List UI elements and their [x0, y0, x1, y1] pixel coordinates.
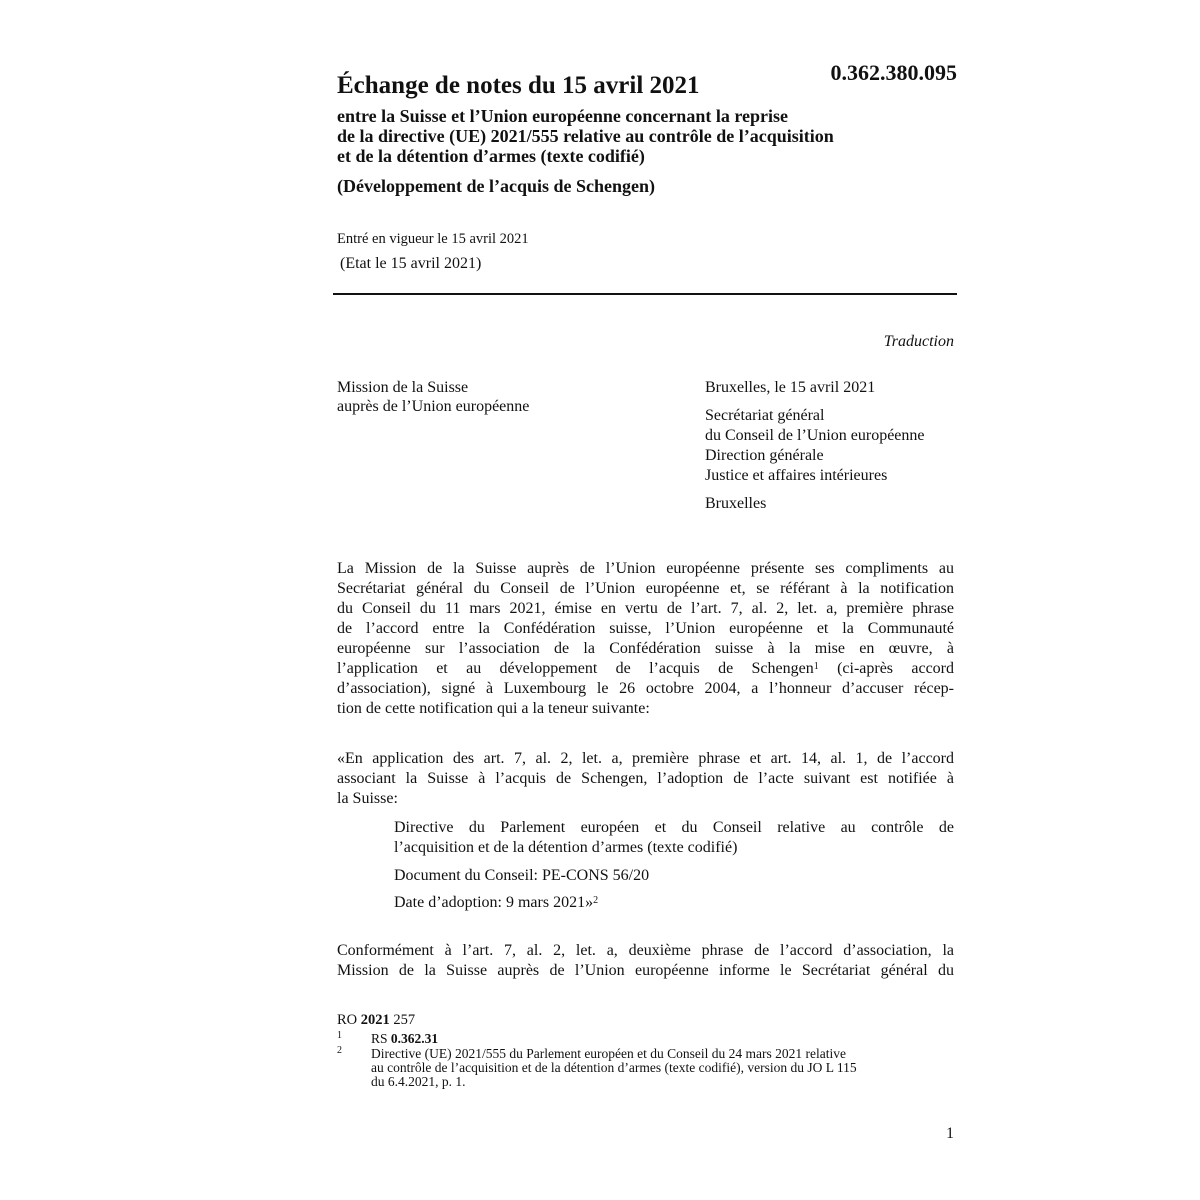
paragraph-line: associant la Suisse à l’acquis de Schengen, l’adoption de l’acte suivant est notifiée à [337, 770, 954, 787]
sender-line: auprès de l’Union européenne [337, 398, 530, 415]
footnote-line: au contrôle de l’acquisition et de la détention d’armes (texte codifié), version du JO L 115 [371, 1060, 857, 1075]
footnote-line: du 6.4.2021, p. 1. [371, 1074, 466, 1089]
header-divider [333, 293, 957, 295]
schengen-subtitle: (Développement de l’acquis de Schengen) [337, 176, 655, 196]
paragraph-notification [337, 749, 954, 809]
adoption-text: Date d’adoption: 9 mars 2021» [394, 894, 594, 911]
entry-in-force: Entré en vigueur le 15 avril 2021 [337, 231, 529, 247]
footnote-ref-2: 2 [593, 895, 599, 906]
paragraph-line: «En application des art. 7, al. 2, let. a, première phrase et art. 14, al. 1, de l’accord [337, 750, 954, 767]
line-text: l’application et au développement de l’acquis de Schengen [337, 660, 814, 677]
paragraph-line: de l’accord entre la Confédération suisse, l’Union européenne et la Communauté [337, 620, 954, 637]
address-line: Justice et affaires intérieures [705, 467, 888, 484]
footnote-text [371, 1047, 857, 1089]
paragraph-line: la Suisse: [337, 790, 398, 807]
paragraph-line: du Conseil du 11 mars 2021, émise en vertu de l’art. 7, al. 2, let. a, première phrase [337, 600, 954, 617]
council-document: Document du Conseil: PE-CONS 56/20 [394, 867, 650, 884]
footnote-number: 2 [337, 1045, 342, 1056]
footnote-ref-1: 1 [813, 661, 819, 672]
paragraph-line: d’association), signé à Luxembourg le 26 octobre 2004, a l’honneur d’accuser récep- [337, 680, 954, 697]
sender-block [337, 378, 529, 416]
paragraph-intro [337, 559, 954, 719]
paragraph-line [337, 659, 954, 679]
state-date: (Etat le 15 avril 2021) [340, 255, 482, 272]
paragraph-conformity [337, 941, 954, 981]
directive-title [394, 818, 954, 858]
paragraph-line: Conformément à l’art. 7, al. 2, let. a, deuxième phrase de l’accord d’association, la [337, 942, 954, 959]
ro-prefix: RO [337, 1012, 361, 1028]
document-page [337, 0, 957, 1200]
paragraph-line: l’acquisition et de la détention d’armes (texte codifié) [394, 839, 738, 856]
paragraph-line: Directive du Parlement européen et du Conseil relative au contrôle de [394, 819, 954, 836]
address-line: Secrétariat général [705, 407, 825, 424]
adoption-date [394, 893, 954, 913]
paragraph-line: tion de cette notification qui a la teneur suivante: [337, 700, 650, 717]
page-number: 1 [946, 1125, 954, 1142]
footnote-number: 1 [337, 1030, 342, 1041]
ro-page: 257 [389, 1012, 416, 1028]
footnote-prefix: RS [371, 1031, 391, 1046]
line-text: (ci-après accord [818, 660, 954, 677]
ro-reference [337, 1012, 415, 1029]
subtitle-line: entre la Suisse et l’Union européenne concernant la reprise [337, 106, 788, 126]
document-number: 0.362.380.095 [830, 60, 957, 85]
footnote-2 [337, 1047, 957, 1097]
sender-line: Mission de la Suisse [337, 379, 469, 396]
footnote-ref: 0.362.31 [390, 1031, 439, 1046]
address-line: du Conseil de l’Union européenne [705, 427, 925, 444]
footnote-line: Directive (UE) 2021/555 du Parlement européen et du Conseil du 24 mars 2021 relative [371, 1046, 846, 1061]
paragraph-line: Secrétariat général du Conseil de l’Union européenne et, se référant à la notification [337, 580, 954, 597]
ro-year: 2021 [360, 1012, 390, 1028]
document-title: Échange de notes du 15 avril 2021 [337, 72, 700, 99]
subtitle-line: et de la détention d’armes (texte codifié) [337, 146, 645, 166]
recipient-city: Bruxelles [705, 495, 767, 512]
subtitle-line: de la directive (UE) 2021/555 relative au contrôle de l’acquisition [337, 126, 834, 146]
document-subtitle [337, 106, 957, 166]
translation-label: Traduction [883, 333, 954, 350]
recipient-address [705, 406, 925, 486]
footnote-text [371, 1032, 438, 1046]
address-line: Direction générale [705, 447, 824, 464]
paragraph-line: La Mission de la Suisse auprès de l’Union européenne présente ses compliments au [337, 560, 954, 577]
paragraph-line: européenne sur l’association de la Confédération suisse à la mise en œuvre, à [337, 640, 954, 657]
paragraph-line: Mission de la Suisse auprès de l’Union européenne informe le Secrétariat général du [337, 962, 954, 979]
place-date: Bruxelles, le 15 avril 2021 [705, 379, 876, 396]
